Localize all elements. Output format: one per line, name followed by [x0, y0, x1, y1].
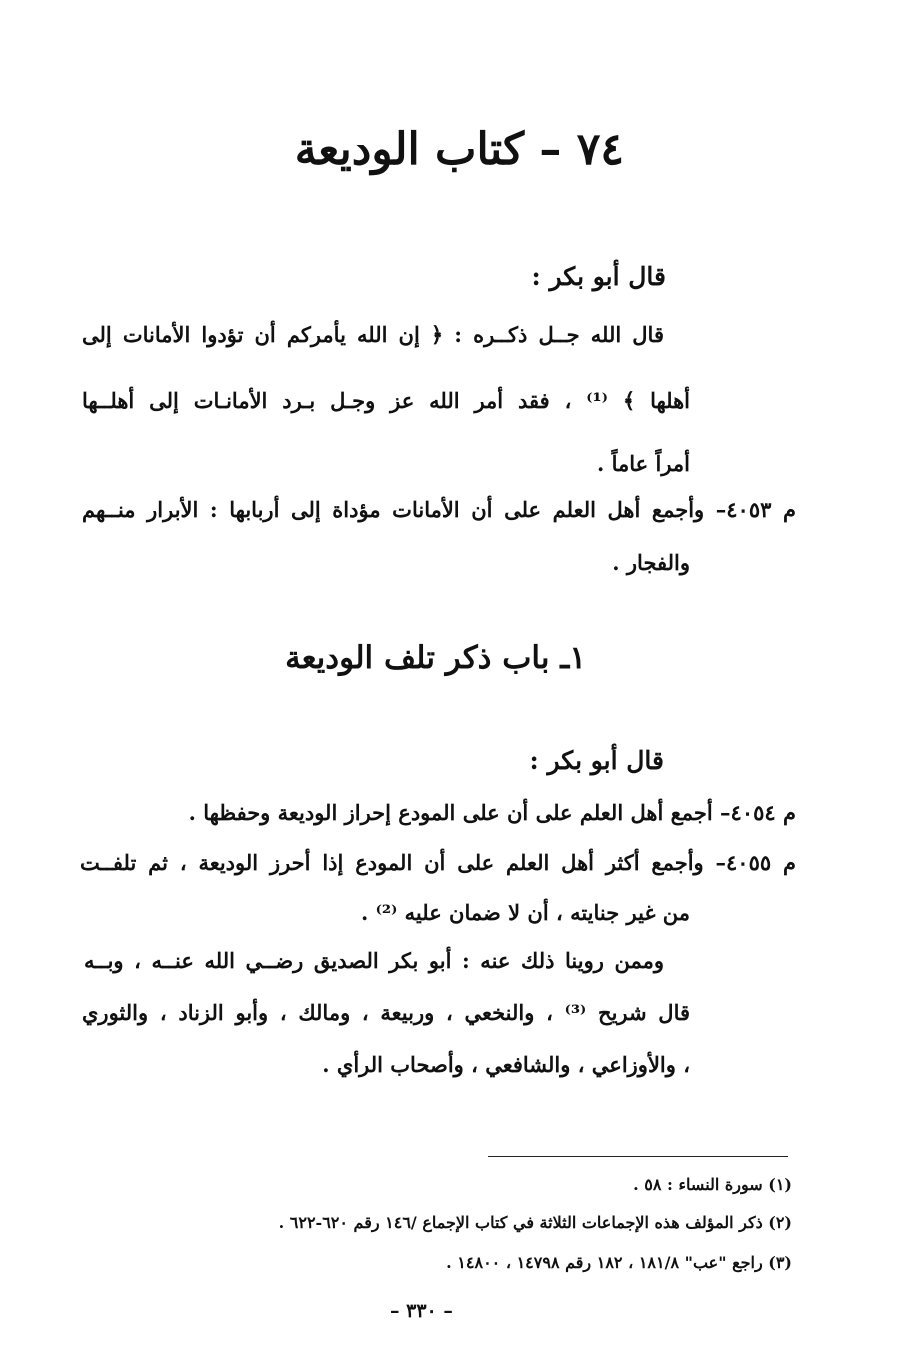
narrators-line-3: ، والأوزاعي ، والشافعي ، وأصحاب الرأي . [322, 1052, 690, 1077]
page-number: – ٣٣٠ – [390, 1300, 453, 1322]
footnote-2: (٢) ذكر المؤلف هذه الإجماعات الثلاثة في كتاب الإجماع /١٤٦ رقم ٦٢٠-٦٢٢ . [278, 1213, 792, 1232]
ruling-4055-line-1: م ٤٠٥٥– وأجمع أكثر أهل العلم على أن المودع إذا أحرز الوديعة ، ثم تلفــت [80, 850, 796, 875]
footnote-divider [488, 1156, 788, 1157]
ruling-4055-line-2: من غير جنايته ، أن لا ضمان عليه ⁽²⁾ . [360, 900, 690, 925]
ruling-4053-line-2: والفجار . [612, 550, 690, 575]
intro-line-1: قال الله جــل ذكــره : ﴿ إن الله يأمركم أن تؤدوا الأمانات إلى [82, 322, 664, 347]
ruling-4054: م ٤٠٥٤– أجمع أهل العلم على أن على المودع إحراز الوديعة وحفظها . [188, 800, 796, 825]
footnote-1: (١) سورة النساء : ٥٨ . [633, 1175, 792, 1194]
ruling-4053-line-1: م ٤٠٥٣– وأجمع أهل العلم على أن الأمانات مؤداة إلى أربابها : الأبرار منــهم [82, 497, 796, 522]
footnote-3: (٣) راجع "عب" ١٨١/٨ ، ١٨٢ رقم ١٤٧٩٨ ، ١٤٨٠٠ . [446, 1253, 792, 1272]
section-title: ١ـ باب ذكر تلف الوديعة [285, 640, 586, 676]
speaker-label: قال أبو بكر : [531, 262, 666, 291]
chapter-title: ٧٤ – كتاب الوديعة [294, 124, 624, 175]
narrators-line-1: وممن روينا ذلك عنه : أبو بكر الصديق رضــي الله عنــه ، وبــه [84, 948, 664, 973]
intro-line-2: أهلها ﴾ ⁽¹⁾ ، فقد أمر الله عز وجـل بـرد الأمانـات إلى أهلــها [82, 388, 691, 413]
narrators-line-2: قال شريح ⁽³⁾ ، والنخعي ، وربيعة ، ومالك ، وأبو الزناد ، والثوري [82, 1000, 691, 1025]
intro-line-3: أمراً عاماً . [596, 451, 690, 476]
speaker-label: قال أبو بكر : [529, 746, 664, 775]
